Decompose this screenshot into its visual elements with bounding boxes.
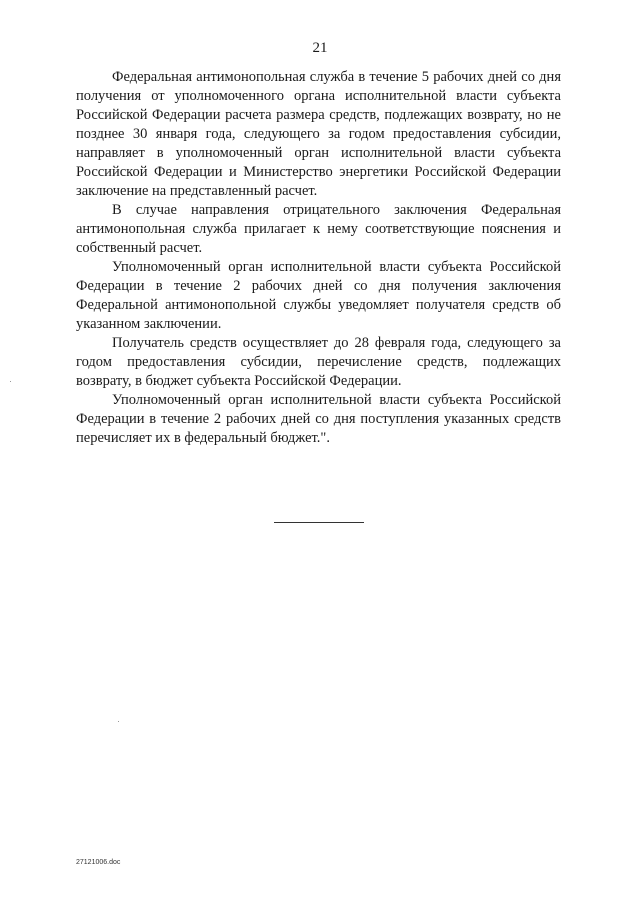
paragraph-recipient-notification: Уполномоченный орган исполнительной власти субъекта Российской Федерации в течение 2 рабочих дней со дня получения заключения Федеральной антимонопольной службы уведомляет получателя средств об указанном заключении. <box>76 259 561 332</box>
scan-speck <box>10 381 11 382</box>
paragraph-negative-conclusion: В случае направления отрицательного заключения Федеральная антимонопольная служба прилагает к нему соответствующие пояснения и собственный расчет. <box>76 202 561 256</box>
scan-speck <box>118 721 119 722</box>
footer-document-id: 27121006.doc <box>76 859 121 866</box>
paragraph-fas-conclusion: Федеральная антимонопольная служба в течение 5 рабочих дней со дня получения от уполномоченного органа исполнительной власти субъекта Российской Федерации расчета размера средств, подлежащих возврату, но не позднее 30 января года, следующего за годом предоставления субсидии, направляет в уполномоченный орган исполнительной власти субъекта Российской Федерации и Министерство энергетики Российской Федерации заключение на представленный расчет. <box>76 69 561 199</box>
end-of-text-rule <box>274 522 364 523</box>
document-body <box>76 68 561 448</box>
page-number: 21 <box>312 40 328 56</box>
paragraph-federal-budget-transfer: Уполномоченный орган исполнительной власти субъекта Российской Федерации в течение 2 рабочих дней со дня поступления указанных средств перечисляет их в федеральный бюджет.". <box>76 392 561 446</box>
paragraph-funds-return: Получатель средств осуществляет до 28 февраля года, следующего за годом предоставления субсидии, перечисление средств, подлежащих возврату, в бюджет субъекта Российской Федерации. <box>76 335 561 389</box>
